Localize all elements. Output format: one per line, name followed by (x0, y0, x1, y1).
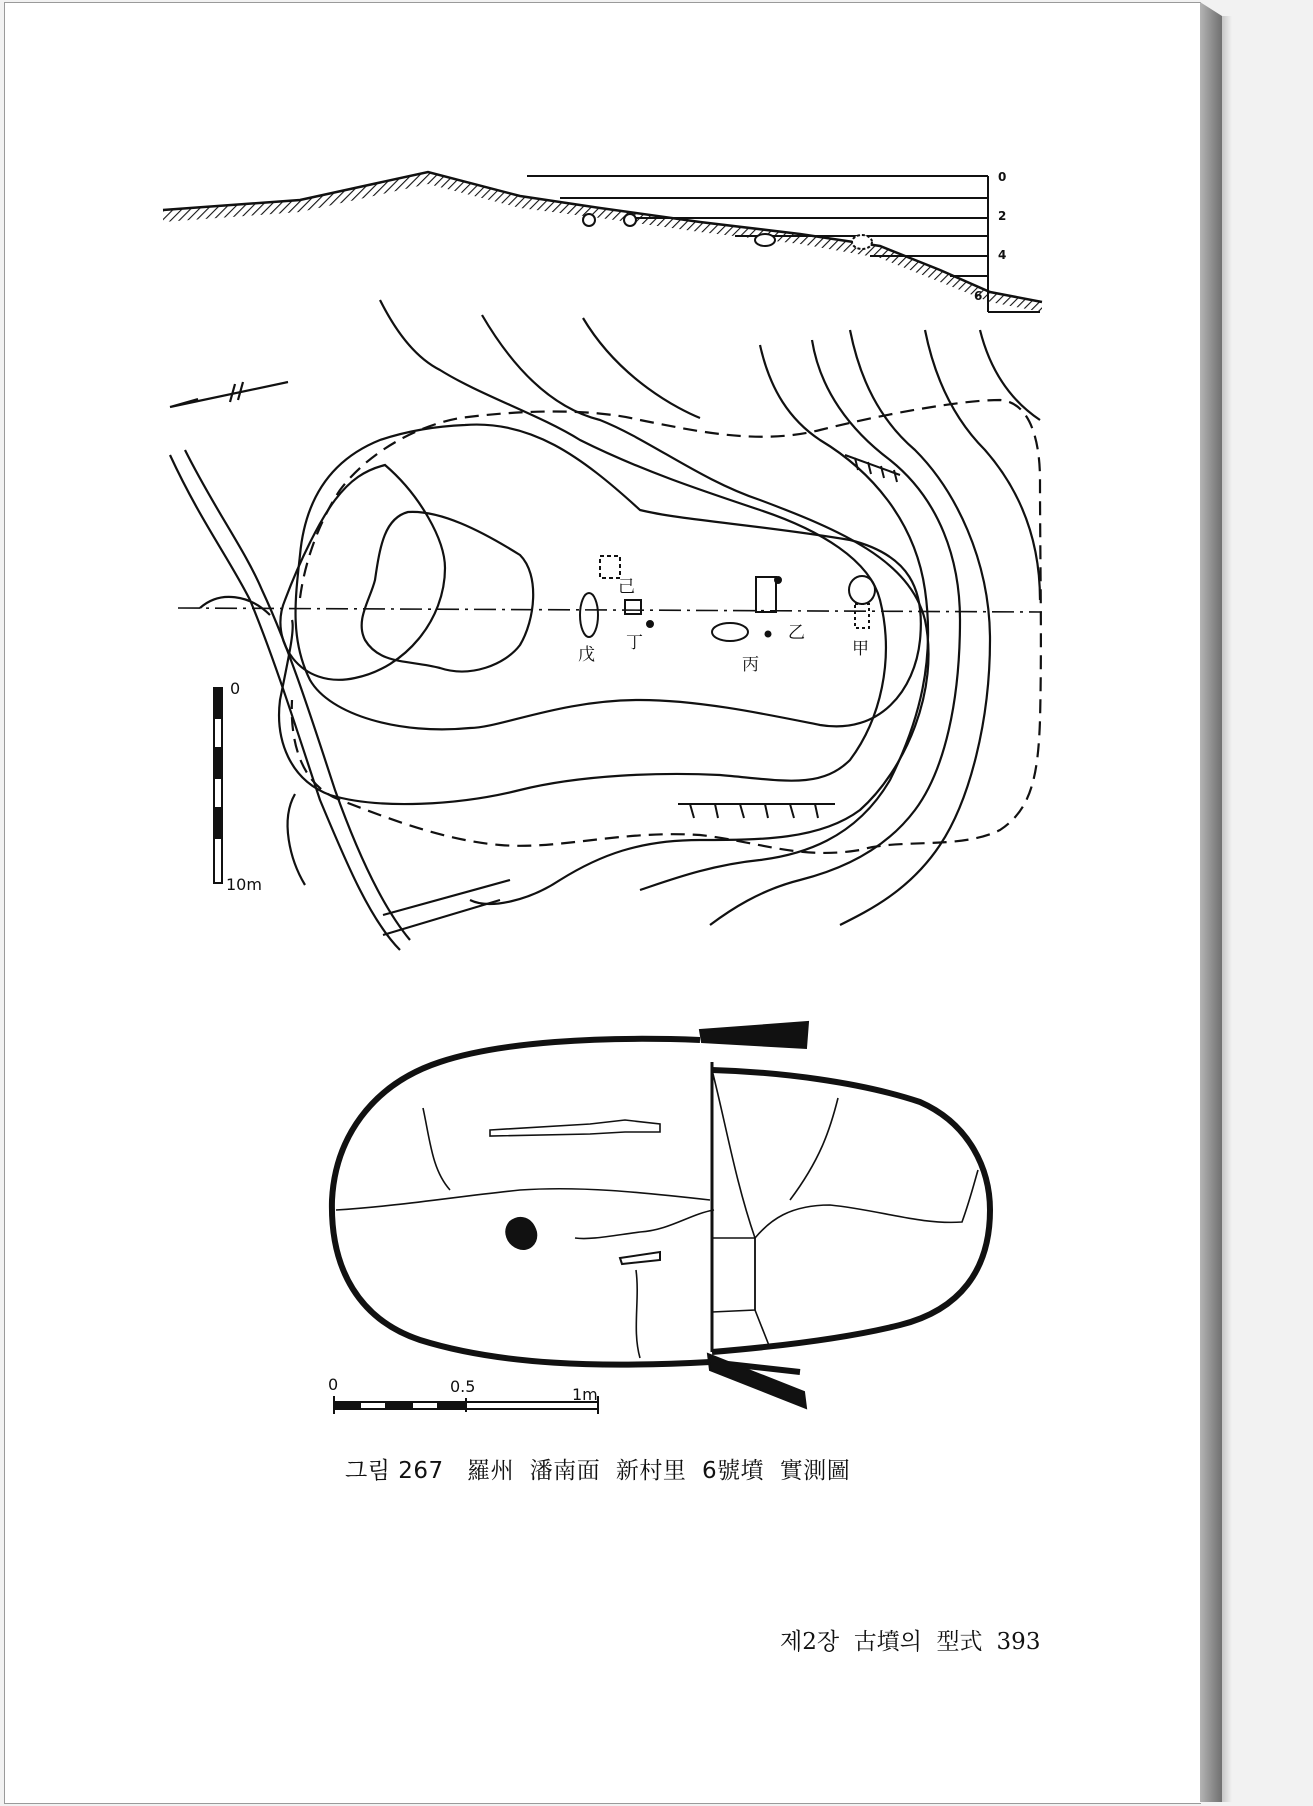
section-scale-tick-2: 2 (998, 209, 1007, 223)
chamber-outline (332, 1039, 800, 1372)
central-axis (178, 608, 1042, 612)
plan-scale-bottom: 10m (226, 875, 262, 894)
chamber-scale-bar (334, 1396, 598, 1414)
figure-title: 羅州 潘南面 新村里 6號墳 實測圖 (467, 1458, 851, 1484)
section-scale-tick-4: 4 (998, 248, 1007, 262)
burial-label-eul: 乙 (788, 623, 805, 643)
page-number: 393 (996, 1629, 1041, 1655)
entrance-top (700, 1022, 808, 1048)
chapter-title: 제2장 古墳의 型式 (780, 1629, 983, 1655)
burial-label-mu: 戊 (578, 645, 595, 665)
running-head (780, 1623, 1040, 1656)
chamber-scale-half: 0.5 (450, 1377, 476, 1396)
artifact-long-blade (490, 1120, 660, 1136)
burial-label-jeong: 丁 (626, 633, 643, 653)
burial-label-gap: 甲 (852, 639, 869, 659)
section-scale-tick-0: 0 (998, 170, 1007, 184)
section-scale-tick-6: 6 (974, 289, 983, 303)
burial-markers (580, 556, 875, 641)
burial-label-gi: 己 (618, 577, 635, 597)
plan-scale-top: 0 (230, 679, 241, 698)
chamber-plan (332, 1022, 990, 1414)
plan-scale-bar (214, 688, 222, 883)
chamber-scale-1m: 1m (572, 1385, 598, 1404)
entrance-bottom (708, 1354, 806, 1408)
burial-label-byeong: 丙 (742, 655, 759, 675)
figure-number: 그림 267 (345, 1458, 444, 1484)
north-arrow (170, 382, 288, 407)
artifact-small-object (506, 1218, 536, 1249)
section-profile (163, 170, 1042, 312)
ground-hatch (163, 172, 1042, 312)
chamber-scale-0: 0 (328, 1375, 339, 1394)
level-lines (527, 176, 1040, 312)
contour-plan (170, 300, 1042, 950)
figure-caption (345, 1452, 850, 1485)
